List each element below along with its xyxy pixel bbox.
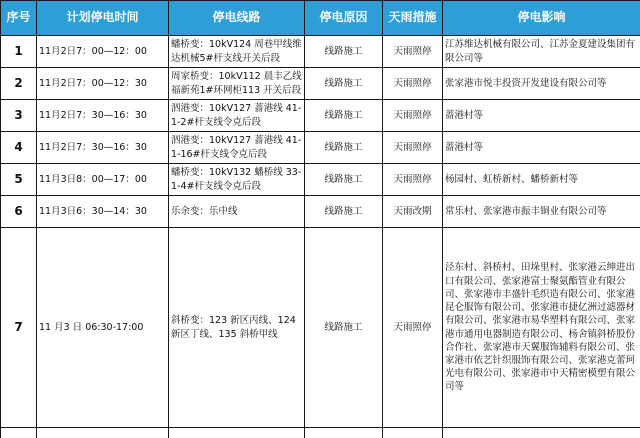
row-impact: 蔷港村等 bbox=[443, 132, 640, 164]
empty-cell bbox=[1, 428, 37, 438]
table-row bbox=[1, 68, 640, 100]
empty-cell bbox=[37, 428, 169, 438]
row-rain-measure: 天雨照停 bbox=[383, 132, 443, 164]
row-impact: 蔷港村等 bbox=[443, 100, 640, 132]
row-line: 泗港变：10kV127 蔷港线 41-1-16#杆支线令克后段 bbox=[169, 132, 305, 164]
row-time: 11月3日6：30—14：30 bbox=[37, 196, 169, 228]
row-line: 蟠桥变：10kV132 蟠桥线 33-1-4#杆支线令克后段 bbox=[169, 164, 305, 196]
row-reason: 线路施工 bbox=[305, 196, 383, 228]
header-no: 序号 bbox=[1, 1, 37, 36]
empty-cell bbox=[305, 428, 383, 438]
table-row bbox=[1, 164, 640, 196]
row-no: 4 bbox=[1, 132, 37, 164]
header-rain-measure: 天雨措施 bbox=[383, 1, 443, 36]
row-time: 11月2日7：00—12：30 bbox=[37, 68, 169, 100]
empty-cell bbox=[169, 428, 305, 438]
row-reason: 线路施工 bbox=[305, 228, 383, 428]
row-no: 3 bbox=[1, 100, 37, 132]
row-rain-measure: 天雨照停 bbox=[383, 36, 443, 68]
row-time: 11月2日7：30—16：30 bbox=[37, 100, 169, 132]
row-no: 7 bbox=[1, 228, 37, 428]
row-time: 11月3日8：00—17：00 bbox=[37, 164, 169, 196]
row-no: 5 bbox=[1, 164, 37, 196]
row-rain-measure: 天雨照停 bbox=[383, 228, 443, 428]
empty-cell bbox=[443, 428, 640, 438]
table-row bbox=[1, 36, 640, 68]
header-reason: 停电原因 bbox=[305, 1, 383, 36]
row-reason: 线路施工 bbox=[305, 100, 383, 132]
row-impact: 张家港市悦丰投资开发建设有限公司等 bbox=[443, 68, 640, 100]
row-impact: 常乐村、张家港市振丰铜业有限公司等 bbox=[443, 196, 640, 228]
row-no: 2 bbox=[1, 68, 37, 100]
row-no: 6 bbox=[1, 196, 37, 228]
table-row bbox=[1, 132, 640, 164]
table-header-row bbox=[1, 1, 640, 36]
empty-cell bbox=[383, 428, 443, 438]
row-line: 泗港变：10kV127 蔷港线 41-1-2#杆支线令克后段 bbox=[169, 100, 305, 132]
row-rain-measure: 天雨照停 bbox=[383, 68, 443, 100]
row-rain-measure: 天雨照停 bbox=[383, 100, 443, 132]
row-reason: 线路施工 bbox=[305, 164, 383, 196]
row-time: 11月2日7：00—12：00 bbox=[37, 36, 169, 68]
row-reason: 线路施工 bbox=[305, 132, 383, 164]
table-row bbox=[1, 228, 640, 428]
header-line: 停电线路 bbox=[169, 1, 305, 36]
row-rain-measure: 天雨照停 bbox=[383, 164, 443, 196]
row-line: 乐余变：乐中线 bbox=[169, 196, 305, 228]
row-line: 周家桥变：10kV112 晨丰乙线福新苑1#环网柜113 开关后段 bbox=[169, 68, 305, 100]
row-no: 1 bbox=[1, 36, 37, 68]
row-reason: 线路施工 bbox=[305, 36, 383, 68]
table-row bbox=[1, 196, 640, 228]
table-row bbox=[1, 100, 640, 132]
row-impact: 杨园村、虹桥新村、蟠桥新村等 bbox=[443, 164, 640, 196]
table-row-partial bbox=[1, 428, 640, 438]
row-reason: 线路施工 bbox=[305, 68, 383, 100]
row-time: 11 月3 日 06:30-17:00 bbox=[37, 228, 169, 428]
row-line: 斜桥变：123 新区丙线、124 新区丁线、135 斜桥甲线 bbox=[169, 228, 305, 428]
row-time: 11月2日7：30—16：30 bbox=[37, 132, 169, 164]
header-time: 计划停电时间 bbox=[37, 1, 169, 36]
row-impact: 泾东村、斜桥村、田垛里村、张家港云绅进出口有限公司、张家港富士聚氨酯管业有限公司、张家港市丰盛针毛织造有限公司、张家港昆仑服饰有限公司、张家港市捷亿洲过滤器材有限公司、张家港市易华塑料有限公司、张家港市通用电器制造有限公司、杨舍镇斜桥股份合作社、张家港市天翼服饰辅料有限公司、张家港市依艺针织服饰有限公司、张家港克蕾珂光电有限公司、张家港市中天精密模塑有限公司等 bbox=[443, 228, 640, 428]
row-line: 蟠桥变：10kV124 周巷甲线维达机械5#杆支线开关后段 bbox=[169, 36, 305, 68]
row-rain-measure: 天雨改期 bbox=[383, 196, 443, 228]
header-impact: 停电影响 bbox=[443, 1, 640, 36]
row-impact: 江苏维达机械有限公司、江苏金夏建设集团有限公司等 bbox=[443, 36, 640, 68]
